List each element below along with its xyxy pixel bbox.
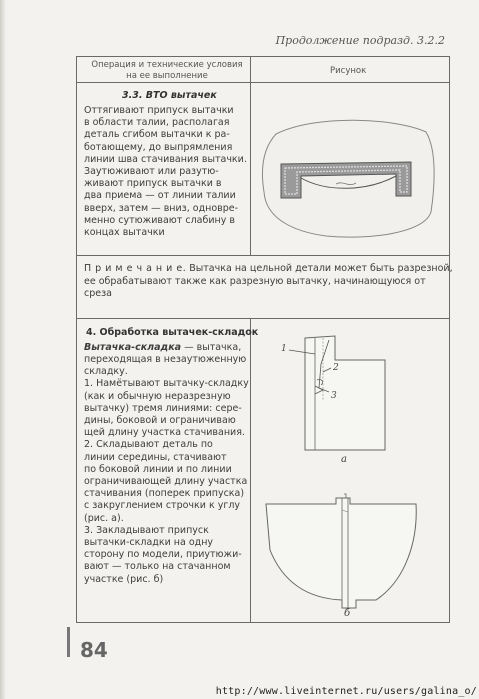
section-vto-text: Оттягивают припуск вытачки в области талии, располагая деталь сгибом вытачки к ра- ботающему, до выпрямления линии шва стачивания вытачки. Заутюживают или разутю- живают припуск вытачки в два приема — от линии талии вверх, затем — вниз, одновре- менно сутюживают слабину в концах вытачки [84, 105, 247, 239]
section-fold-title: 4. Обработка вытачек-складок [86, 327, 259, 338]
note-text: П р и м е ч а н и е. Вытачка на цельной детали может быть разрезной, ее обрабатывают также как разрезную вытачку, начинающуюся от среза [84, 263, 453, 299]
page-number: 84 [80, 638, 108, 662]
term-dart-fold: Вытачка-складка [84, 342, 182, 353]
figure-dart-pressing [256, 112, 446, 247]
section-fold-text-first-line: Вытачка-складка — вытачка, [84, 342, 242, 353]
column-header-figure: Рисунок [330, 66, 367, 76]
continuation-header: Продолжение подразд. 3.2.2 [275, 34, 445, 47]
figure-a-dart-fold [255, 330, 445, 465]
figure-label-1: 1 [281, 344, 287, 354]
page-edge-shadow [0, 0, 6, 699]
section-vto-title: 3.3. ВТО вытачек [122, 90, 217, 101]
figure-label-3: 3 [331, 391, 337, 401]
figure-caption-b: б [344, 608, 351, 618]
section-fold-text: переходящая в незаутюженную складку. 1. Намётывают вытачку-складку (как и обычную неразрезную вытачку) тремя линиями: сере- дины, боковой и ограничиваю щей длину участка стачивания. 2. Складывают деталь по линии середины, стачивают по боковой линии и по линии ограничивающей длину участка стачивания (поперек припуска) с закруглением строчки к углу (рис. а). 3. Закладывают припуск вытачки-складки на одну сторону по модели, приутюжи- вают — только на стачанном участке (рис. б) [84, 354, 249, 585]
column-header-operation: Операция и технические условия на ее выполнение [91, 60, 243, 81]
note-label: П р и м е ч а н и е. [84, 263, 187, 274]
figure-b-dart-fold-pressed [256, 490, 446, 618]
page-number-bar [67, 627, 70, 657]
figure-label-2: 2 [333, 363, 339, 373]
figure-caption-a: а [341, 454, 347, 465]
watermark-url: http://www.liveinternet.ru/users/galina_o/ [215, 686, 477, 697]
